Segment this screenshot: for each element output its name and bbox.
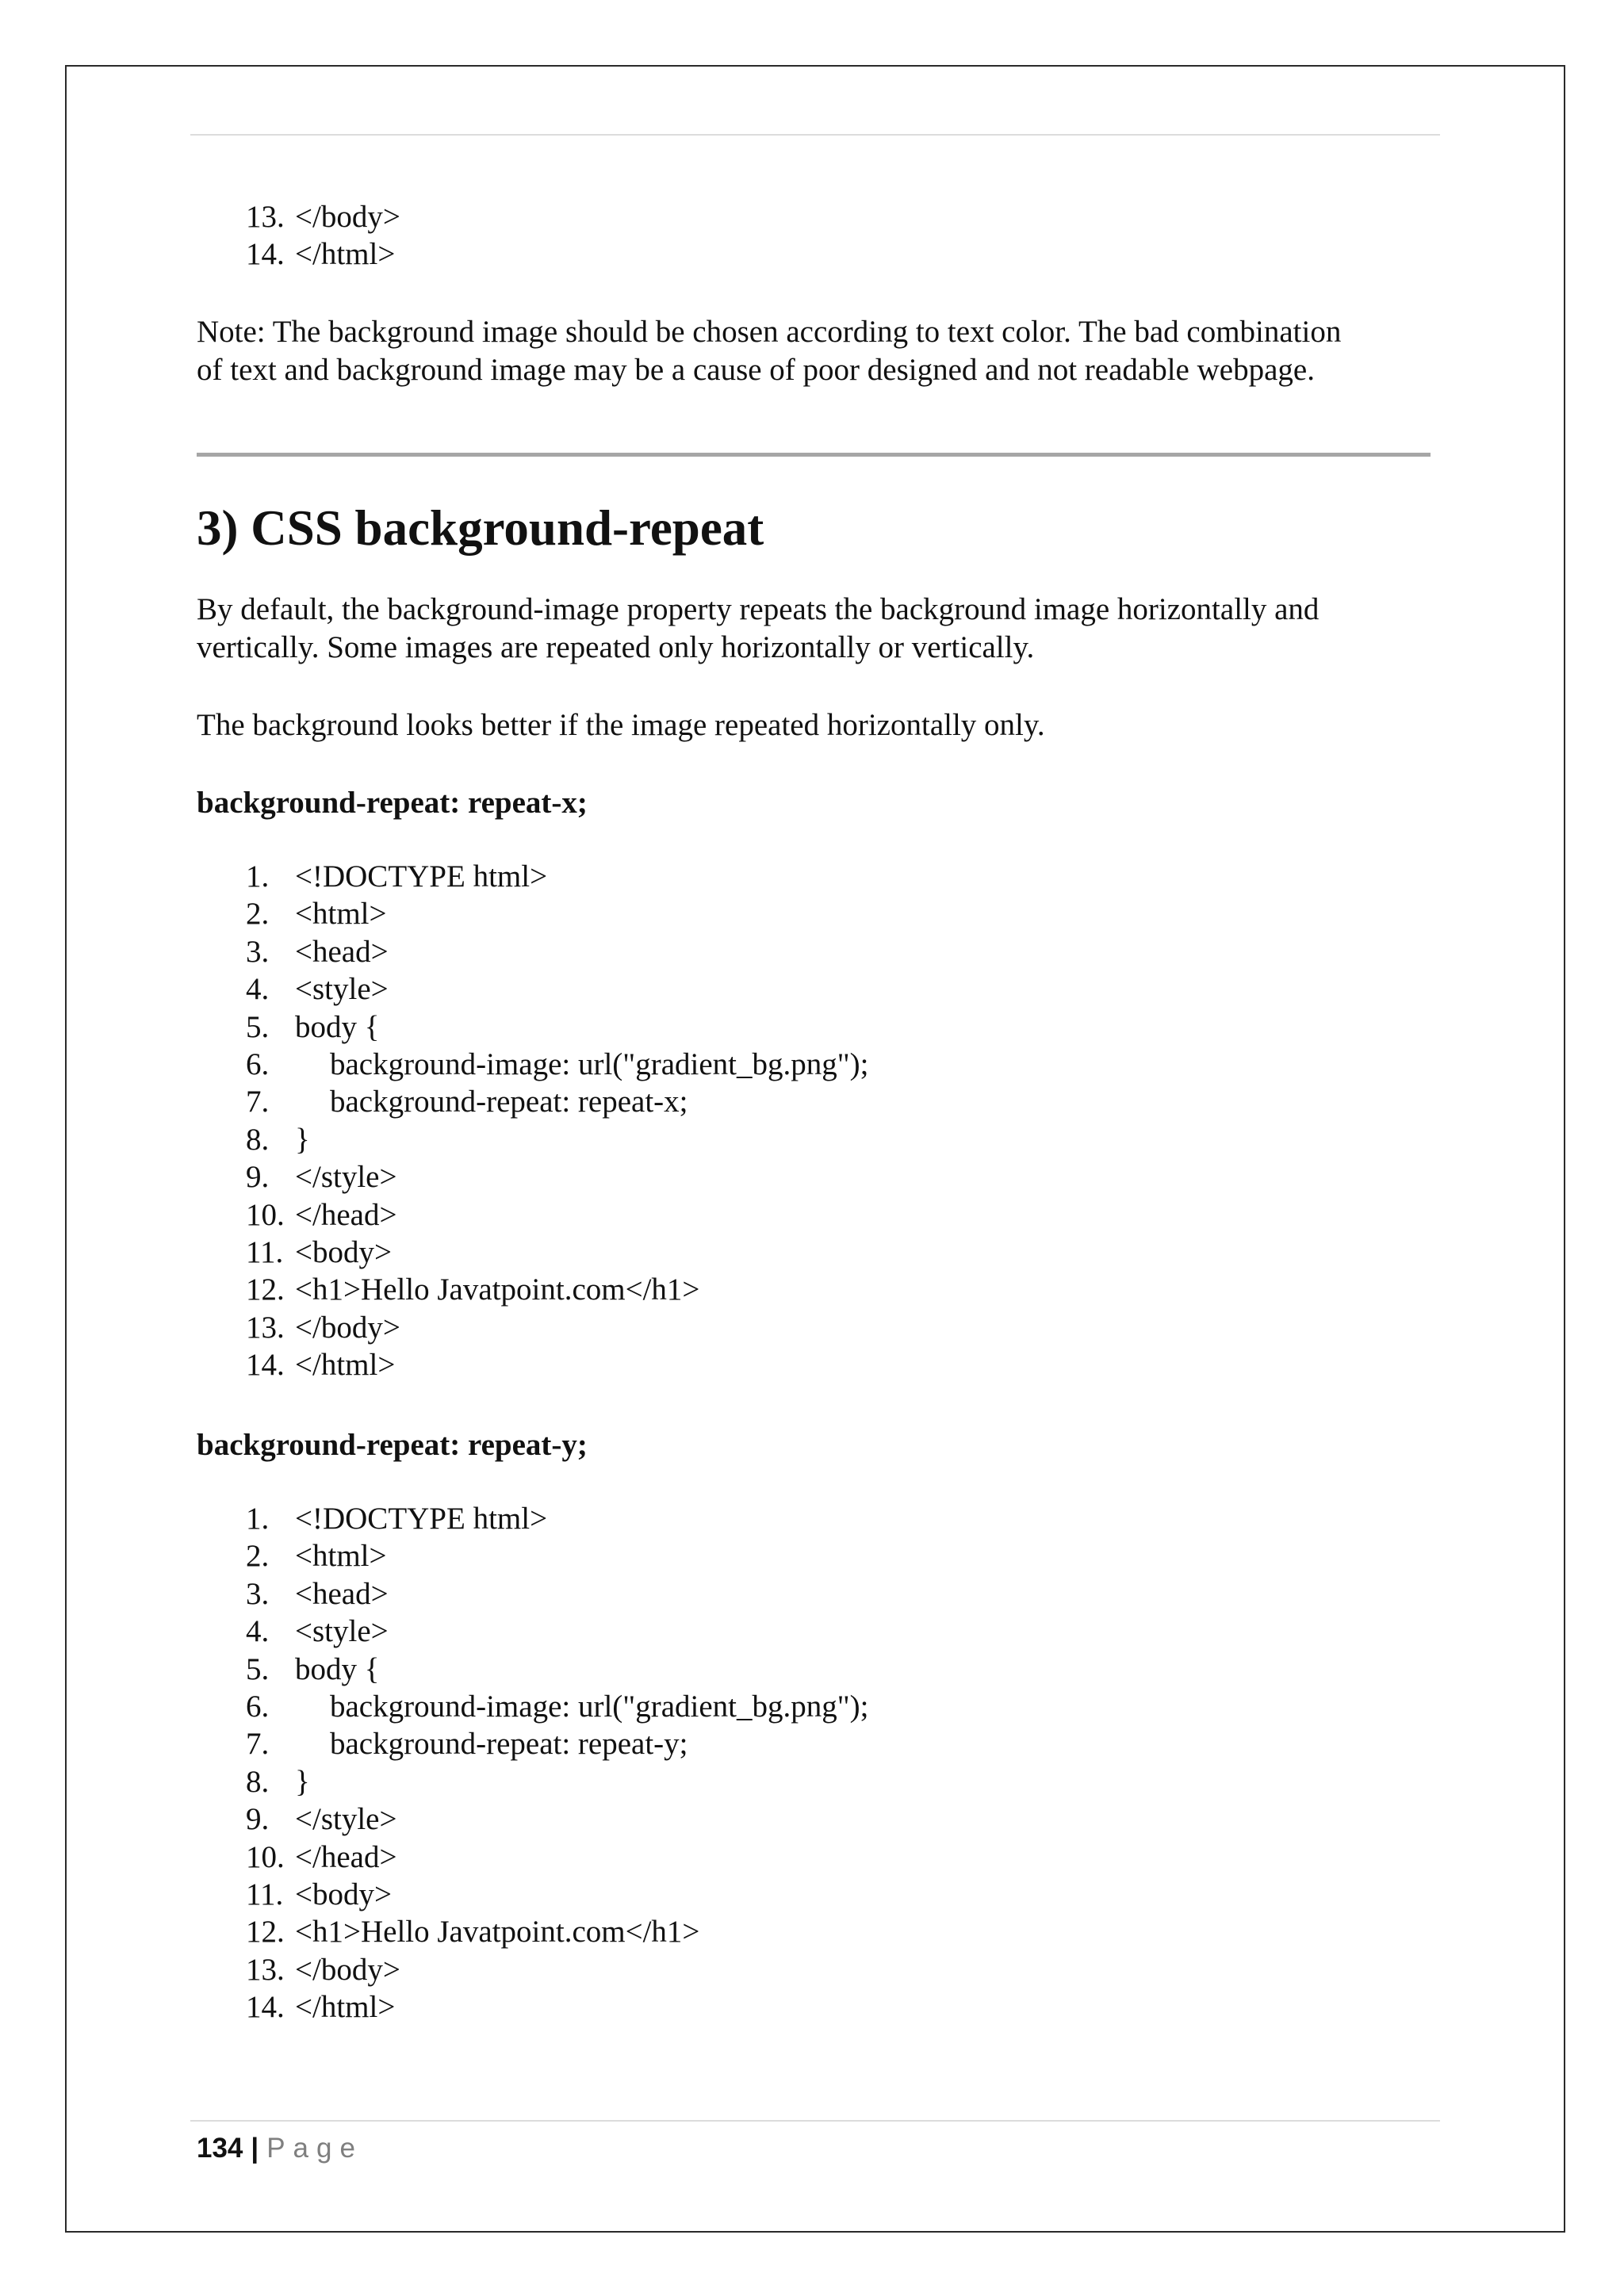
code-text: <h1>Hello Javatpoint.com</h1>: [295, 1272, 700, 1307]
code-text: </html>: [295, 237, 396, 272]
intro-line-2: vertically. Some images are repeated only horizontally or vertically.: [197, 630, 1035, 664]
code-line: [246, 1271, 868, 1308]
code-text: <head>: [295, 934, 389, 969]
footer-rule: [190, 2120, 1440, 2122]
line-number: 3.: [246, 934, 270, 969]
code-line: [246, 198, 400, 235]
line-number: 11.: [246, 1877, 284, 1911]
code-line: [246, 1951, 868, 1988]
line-number: 14.: [246, 237, 285, 272]
code-line: [246, 1725, 868, 1762]
code-line: [246, 1913, 868, 1950]
code-line: [246, 1988, 868, 2026]
line-number: 5.: [246, 1651, 270, 1686]
intro-paragraph-2: The background looks better if the image repeated horizontally only.: [197, 708, 1045, 742]
code-text: }: [295, 1122, 310, 1157]
code-text: body {: [295, 1009, 380, 1044]
code-line: [246, 1839, 868, 1876]
line-number: 2.: [246, 1539, 270, 1574]
code-text: </body>: [295, 1310, 400, 1345]
page-footer: [197, 2131, 363, 2166]
code-text: <style>: [295, 972, 389, 1007]
line-number: 11.: [246, 1234, 284, 1269]
code-line: [246, 1763, 868, 1800]
page-label: Page: [266, 2133, 363, 2164]
code-line: [246, 1537, 868, 1575]
line-number: 12.: [246, 1915, 285, 1950]
code-text: </style>: [295, 1802, 397, 1837]
intro-line-1: By default, the background-image property repeats the background image horizontally and: [197, 592, 1320, 626]
example-x-code-block: [246, 858, 868, 1383]
line-number: 14.: [246, 1348, 285, 1383]
line-number: 5.: [246, 1009, 270, 1044]
line-number: 7.: [246, 1727, 270, 1762]
line-number: 8.: [246, 1122, 270, 1157]
code-text: background-repeat: repeat-x;: [330, 1085, 688, 1119]
code-line: [246, 1008, 868, 1046]
code-line: [246, 933, 868, 970]
code-text: </style>: [295, 1160, 397, 1195]
line-number: 1.: [246, 859, 270, 894]
code-text: <html>: [295, 1539, 387, 1574]
line-number: 9.: [246, 1160, 270, 1195]
note-line-2: of text and background image may be a cause of poor designed and not readable webpage.: [197, 353, 1315, 387]
code-line: [246, 1309, 868, 1346]
code-line: [246, 1083, 868, 1120]
line-number: 12.: [246, 1272, 285, 1307]
code-line: [246, 1234, 868, 1271]
code-line: [246, 1876, 868, 1913]
code-text: </body>: [295, 1952, 400, 1987]
code-text: body {: [295, 1651, 380, 1686]
line-number: 1.: [246, 1502, 270, 1536]
line-number: 8.: [246, 1764, 270, 1799]
example-x-title: background-repeat: repeat-x;: [197, 786, 588, 820]
line-number: 14.: [246, 1990, 285, 2025]
code-line: [246, 1613, 868, 1650]
code-line: [246, 1800, 868, 1838]
code-line: [246, 970, 868, 1008]
code-text: </head>: [295, 1197, 397, 1232]
example-y-code-block: [246, 1500, 868, 2026]
code-text: <!DOCTYPE html>: [295, 1502, 548, 1536]
line-number: 10.: [246, 1197, 285, 1232]
footer-separator: |: [251, 2133, 259, 2164]
line-number: 6.: [246, 1047, 270, 1081]
code-text: </head>: [295, 1839, 397, 1874]
code-text: <body>: [295, 1234, 392, 1269]
line-number: 4.: [246, 972, 270, 1007]
line-number: 6.: [246, 1689, 270, 1724]
line-number: 9.: [246, 1802, 270, 1837]
code-text: <style>: [295, 1614, 389, 1649]
code-line: [246, 1346, 868, 1383]
section-divider: [197, 453, 1431, 457]
code-line: [246, 1651, 868, 1688]
code-text: }: [295, 1764, 310, 1799]
code-text: background-repeat: repeat-y;: [330, 1727, 688, 1762]
code-text: <html>: [295, 897, 387, 932]
section-heading: 3) CSS background-repeat: [197, 500, 764, 556]
code-text: background-image: url("gradient_bg.png");: [330, 1047, 869, 1081]
top-code-block: [246, 198, 400, 274]
code-text: <body>: [295, 1877, 392, 1911]
line-number: 4.: [246, 1614, 270, 1649]
code-text: </body>: [295, 200, 400, 234]
code-text: <!DOCTYPE html>: [295, 859, 548, 894]
line-number: 2.: [246, 897, 270, 932]
code-text: </html>: [295, 1990, 396, 2025]
code-line: [246, 1500, 868, 1537]
line-number: 10.: [246, 1839, 285, 1874]
code-line: [246, 1158, 868, 1196]
code-line: [246, 1575, 868, 1613]
page-number: 134: [197, 2133, 243, 2164]
code-line: [246, 858, 868, 895]
code-line: [246, 1121, 868, 1158]
code-line: [246, 235, 400, 273]
code-text: <h1>Hello Javatpoint.com</h1>: [295, 1915, 700, 1950]
line-number: 13.: [246, 1952, 285, 1987]
header-rule: [190, 134, 1440, 136]
note-line-1: Note: The background image should be chosen according to text color. The bad combination: [197, 315, 1342, 349]
example-y-title: background-repeat: repeat-y;: [197, 1428, 588, 1462]
line-number: 13.: [246, 1310, 285, 1345]
code-line: [246, 895, 868, 932]
line-number: 3.: [246, 1576, 270, 1611]
code-text: background-image: url("gradient_bg.png");: [330, 1689, 869, 1724]
code-line: [246, 1688, 868, 1725]
code-line: [246, 1196, 868, 1234]
code-text: </html>: [295, 1348, 396, 1383]
line-number: 13.: [246, 200, 285, 234]
code-line: [246, 1046, 868, 1083]
code-text: <head>: [295, 1576, 389, 1611]
line-number: 7.: [246, 1085, 270, 1119]
